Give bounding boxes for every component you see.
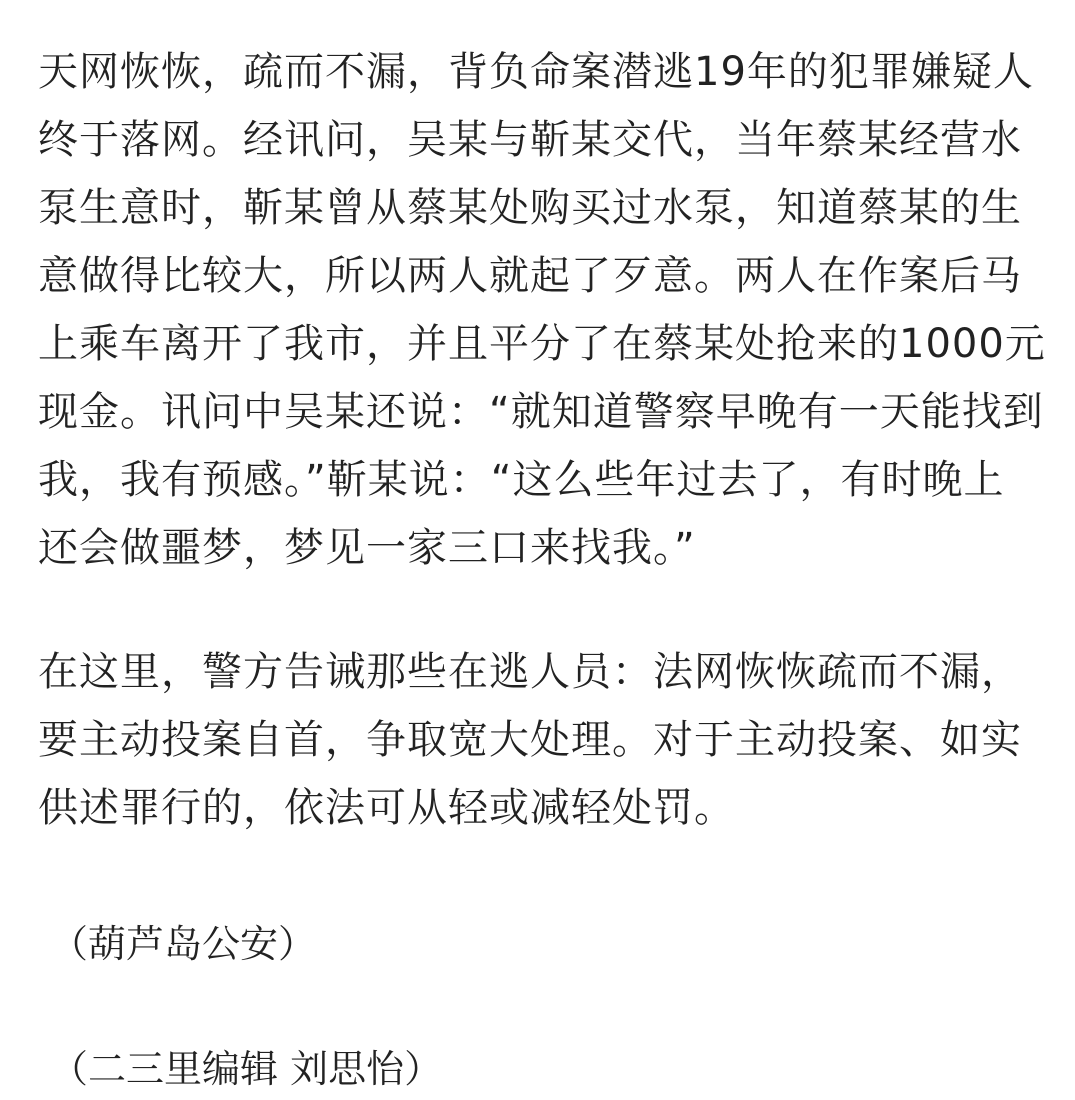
text-line: 要主动投案自首，争取宽大处理。对于主动投案、如实 — [38, 717, 1022, 763]
text-line: 供述罪行的，依法可从轻或减轻处罚。 — [38, 785, 735, 831]
text-line: 还会做噩梦，梦见一家三口来找我。” — [38, 525, 696, 571]
text-line: 天网恢恢，疏而不漏，背负命案潜逃19年的犯罪嫌疑人 — [38, 49, 1034, 95]
paragraph-police-warning — [38, 638, 1038, 842]
text-line: 意做得比较大，所以两人就起了歹意。两人在作案后马 — [38, 253, 1022, 299]
source-credit: （葫芦岛公安） — [50, 922, 317, 966]
editor-credit: （二三里编辑 刘思怡） — [50, 1047, 443, 1091]
text-line: 终于落网。经讯问，吴某与靳某交代，当年蔡某经营水 — [38, 117, 1022, 163]
paragraph-narrative — [38, 38, 1046, 582]
text-line: 泵生意时，靳某曾从蔡某处购买过水泵，知道蔡某的生 — [38, 185, 1022, 231]
text-line: 现金。讯问中吴某还说：“就知道警察早晚有一天能找到 — [38, 389, 1044, 435]
article-body — [38, 38, 1046, 842]
text-line: 我，我有预感。”靳某说：“这么些年过去了，有时晚上 — [38, 457, 1005, 503]
text-line: 上乘车离开了我市，并且平分了在蔡某处抢来的1000元 — [38, 321, 1046, 367]
text-line: 在这里，警方告诫那些在逃人员：法网恢恢疏而不漏， — [38, 649, 1022, 695]
